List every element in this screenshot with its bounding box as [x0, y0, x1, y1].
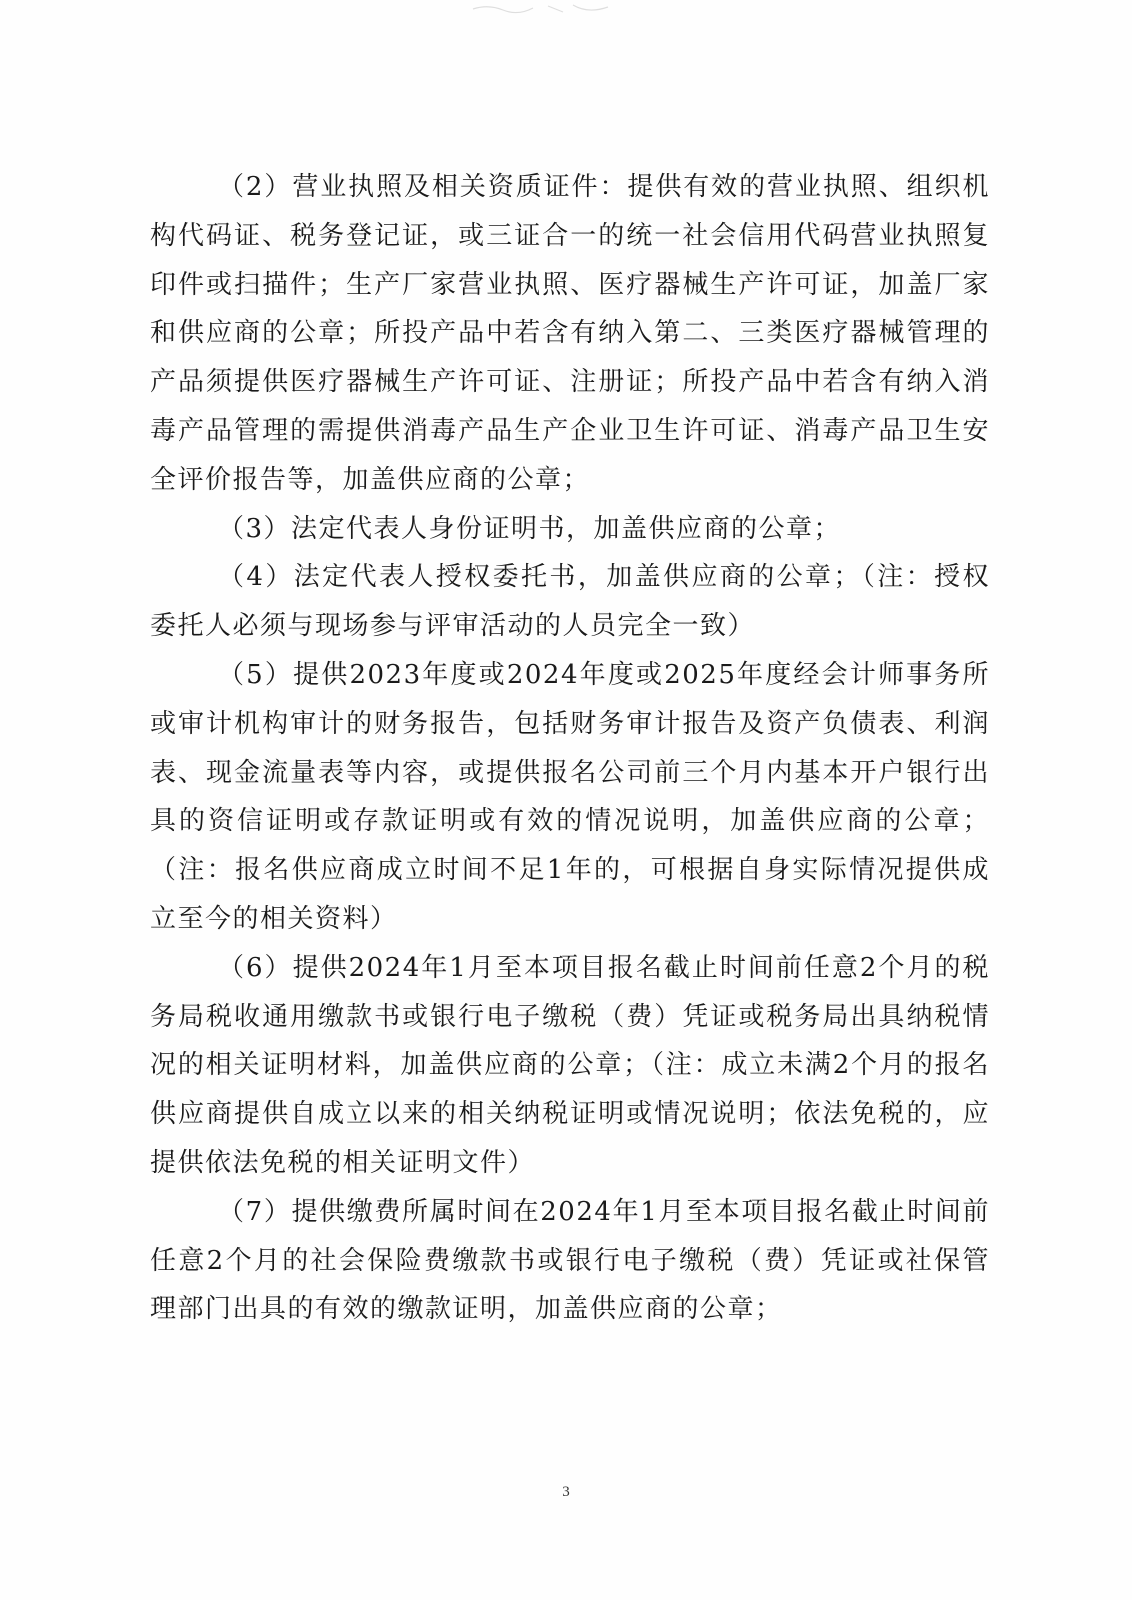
clause-2: （2）营业执照及相关资质证件：提供有效的营业执照、组织机构代码证、税务登记证，或三证合一的统一社会信用代码营业执照复印件或扫描件；生产厂家营业执照、医疗器械生产许可证，加盖厂家和供应商的公章；所投产品中若含有纳入第二、三类医疗器械管理的产品须提供医疗器械生产许可证、注册证；所投产品中若含有纳入消毒产品管理的需提供消毒产品生产企业卫生许可证、消毒产品卫生安全评价报告等，加盖供应商的公章；: [150, 172, 990, 495]
clause-6: （6）提供2024年1月至本项目报名截止时间前任意2个月的税务局税收通用缴款书或银行电子缴税（费）凭证或税务局出具纳税情况的相关证明材料，加盖供应商的公章；（注：成立未满2个月的报名供应商提供自成立以来的相关纳税证明或情况说明；依法免税的，应提供依法免税的相关证明文件）: [150, 952, 990, 1178]
clause-4: （4）法定代表人授权委托书，加盖供应商的公章；（注：授权委托人必须与现场参与评审活动的人员完全一致）: [150, 562, 990, 642]
scan-artifact: [468, 2, 618, 16]
document-body: [150, 163, 990, 1334]
clause-7: （7）提供缴费所属时间在2024年1月至本项目报名截止时间前任意2个月的社会保险费缴款书或银行电子缴税（费）凭证或社保管理部门出具的有效的缴款证明，加盖供应商的公章；: [150, 1196, 990, 1325]
page-number: 3: [562, 1484, 570, 1500]
clause-5: （5）提供2023年度或2024年度或2025年度经会计师事务所或审计机构审计的财务报告，包括财务审计报告及资产负债表、利润表、现金流量表等内容，或提供报名公司前三个月内基本开户银行出具的资信证明或存款证明或有效的情况说明，加盖供应商的公章；（注：报名供应商成立时间不足1年的，可根据自身实际情况提供成立至今的相关资料）: [150, 659, 990, 934]
clause-3: （3）法定代表人身份证明书，加盖供应商的公章；: [218, 513, 842, 544]
